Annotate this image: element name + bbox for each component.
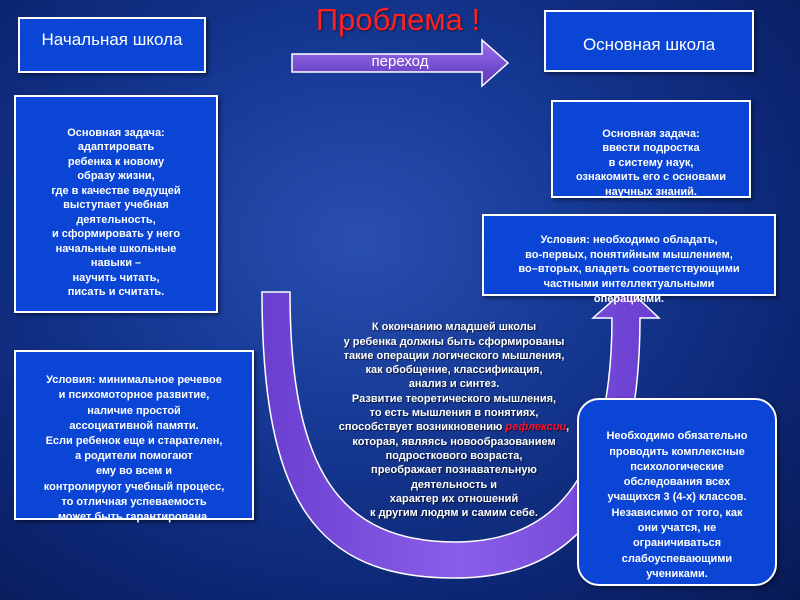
primary-task-text: Основная задача: адаптировать ребенка к новому образу жизни, где в качестве ведущей выступает учебная деятельность, и сформировать у него начальные школьные навыки – научить читать, писать и считать. bbox=[51, 126, 181, 298]
reflection-highlight: рефлексии bbox=[505, 421, 567, 434]
primary-school-label: Начальная школа bbox=[41, 30, 183, 49]
recommendation-box bbox=[577, 398, 777, 586]
secondary-conditions-box bbox=[482, 214, 776, 305]
transition-label: переход bbox=[371, 53, 429, 70]
secondary-school-header bbox=[544, 10, 754, 72]
recommendation-text: Необходимо обязательно проводить комплексные психологические обследования всех учащихся 3 (4-х) классов. Независимо от того, как они учатся, не ограничиваться слабоуспевающими учениками. bbox=[606, 430, 748, 580]
primary-conditions-box bbox=[14, 350, 254, 524]
secondary-school-label: Основная школа bbox=[582, 35, 716, 54]
page-title: Проблема ! bbox=[315, 2, 481, 37]
primary-school-header bbox=[18, 17, 206, 73]
center-description bbox=[304, 306, 604, 520]
center-text-after: , которая, являясь новообразованием подросткового возраста, преображает познавательную деятельность и характер их отношений к другим людям и самим себе. bbox=[352, 421, 570, 520]
secondary-conditions-text: Условия: необходимо обладать, во-первых, понятийным мышлением, во–вторых, владеть соответствующими частными интеллектуальными операциями. bbox=[518, 233, 740, 305]
center-text-before: К окончанию младшей школы у ребенка должны быть сформированы такие операции логического мышления, как обобщение, классификация, анализ и синтез. Развитие теоретического мышления, то есть мышления в понятиях, способствует возникновению bbox=[338, 321, 565, 434]
secondary-task-box bbox=[551, 100, 751, 198]
primary-task-box bbox=[14, 95, 218, 313]
primary-conditions-text: Условия: минимальное речевое и психомоторное развитие, наличие простой ассоциативной памяти. Если ребенок еще и старателен, а родители помогают ему во всем и контролируют учебный процесс, то отличная успеваемость может быть гарантирована. bbox=[43, 374, 225, 524]
secondary-task-text: Основная задача: ввести подростка в систему наук, ознакомить его с основами научных знаний. bbox=[575, 127, 727, 198]
